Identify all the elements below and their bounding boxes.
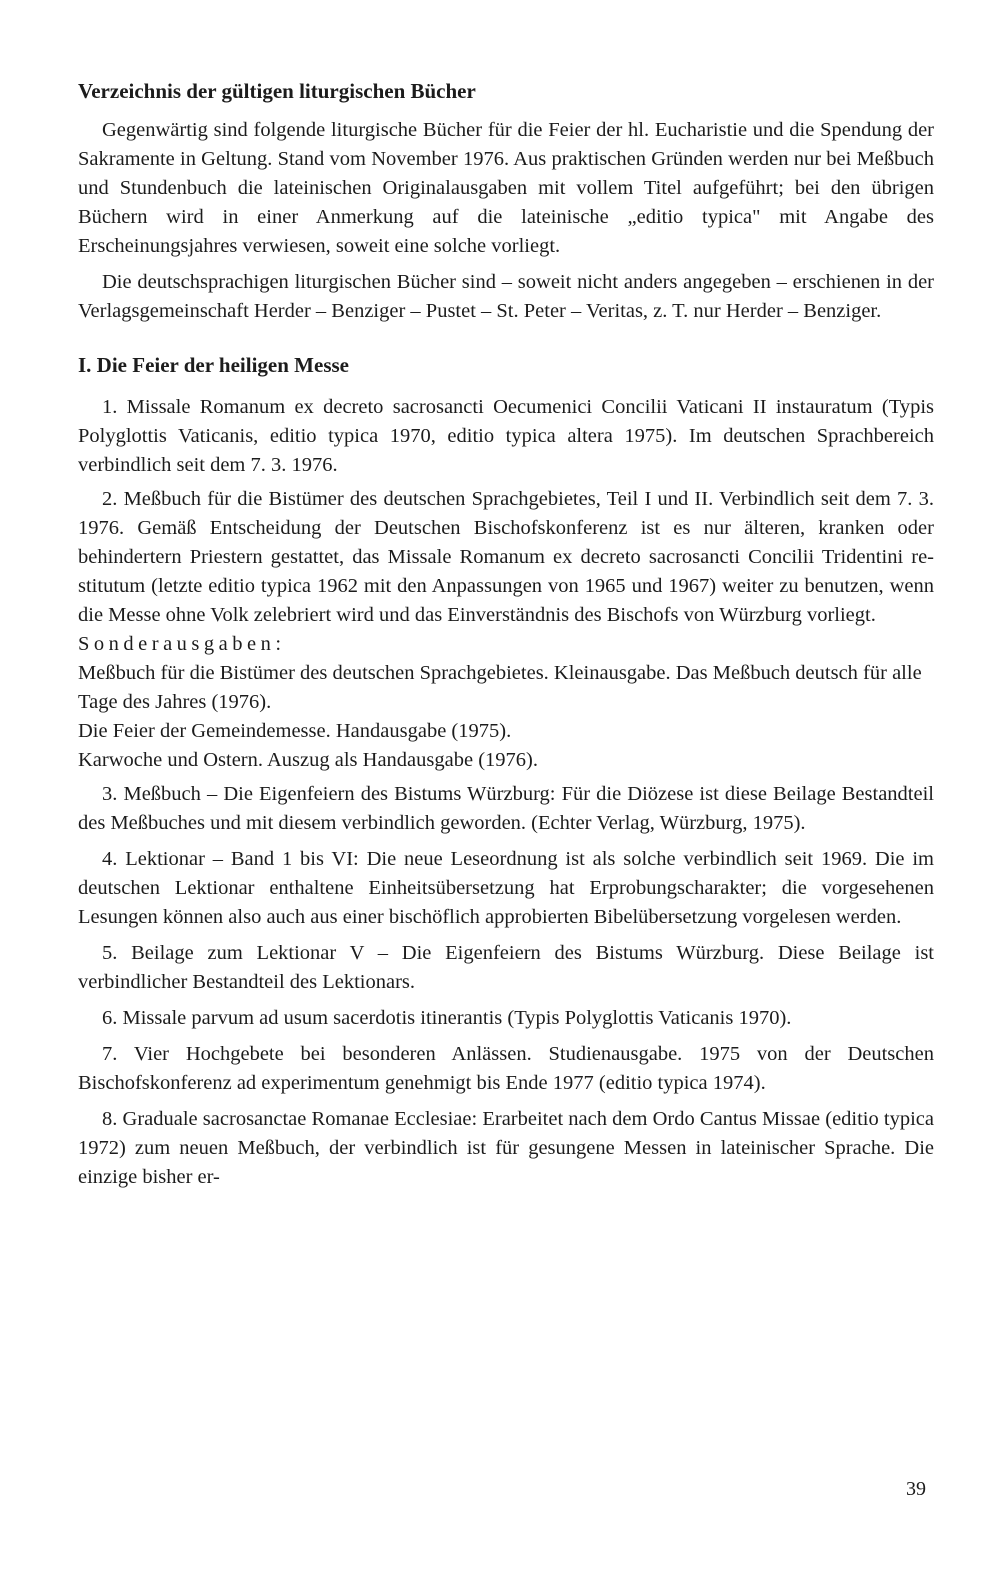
section-heading-verzeichnis: Verzeichnis der gültigen liturgischen Bücher bbox=[78, 79, 476, 103]
sonderausgabe-2: Die Feier der Gemeindemesse. Handausgabe (1975). bbox=[78, 720, 512, 742]
intro-paragraph-2: Die deutschsprachigen liturgischen Bücher sind – soweit nicht anders angegeben – erschienen in der Verlagsgemeinschaft Herder – Benziger – Pustet – St. Peter – Veritas, z. T. nur Herder – Benziger. bbox=[78, 271, 934, 322]
list-item-5: 5. Beilage zum Lektionar V – Die Eigenfeiern des Bistums Würzburg. Diese Beilage ist verbindlicher Bestandteil des Lektionars. bbox=[78, 942, 934, 993]
section-heading-messe: I. Die Feier der heiligen Messe bbox=[78, 353, 349, 377]
page-number: 39 bbox=[906, 1478, 926, 1500]
list-item-6: 6. Missale parvum ad usum sacerdotis itinerantis (Typis Polyglottis Vaticanis 1970). bbox=[102, 1007, 792, 1029]
sonderausgabe-3: Karwoche und Ostern. Auszug als Handausgabe (1976). bbox=[78, 749, 538, 771]
list-item-1: 1. Missale Romanum ex decreto sacrosancti Oecumenici Concilii Vaticani II instauratum (Typis Polyglottis Vaticanis, editio typica 1970, editio typica altera 1975). Im deutschen Sprachbereich verbindlich seit dem 7. 3. 1976. bbox=[78, 396, 934, 476]
list-item-3: 3. Meßbuch – Die Eigenfeiern des Bistums Würzburg: Für die Diözese ist diese Beilage Bestandteil des Meßbuches und mit diesem verbindlich geworden. (Echter Verlag, Würzburg, 1975). bbox=[78, 783, 934, 834]
list-item-7: 7. Vier Hochgebete bei besonderen Anlässen. Studienausgabe. 1975 von der Deutschen Bischofskonferenz ad experimentum genehmigt bis Ende 1977 (editio typica 1974). bbox=[78, 1043, 934, 1094]
sonderausgabe-1: Meßbuch für die Bistümer des deutschen Sprachgebietes. Kleinausgabe. Das Meßbuch deutsch für alle Tage des Jahres (1976). bbox=[78, 662, 922, 713]
list-item-2: 2. Meßbuch für die Bistümer des deutschen Sprachgebietes, Teil I und II. Verbindlich seit dem 7. 3. 1976. Gemäß Entscheidung der Deutschen Bischofskonferenz ist es nur älteren, kranken oder behindertern Priestern gestattet, das Missale Romanum ex decreto sacrosancti Concilii Tridentini restitutum (letzte editio typica 1962 mit den Anpassungen von 1965 und 1967) weiter zu benutzen, wenn die Messe ohne Volk zelebriert wird und das Einverständnis des Bischofs von Würzburg vorliegt. bbox=[78, 488, 934, 626]
document-page bbox=[78, 78, 934, 1192]
list-item-8: 8. Graduale sacrosanctae Romanae Ecclesiae: Erarbeitet nach dem Ordo Cantus Missae (editio typica 1972) zum neuen Meßbuch, der verbindlich ist für gesungene Messen in lateinischer Sprache. Die einzige bisher er- bbox=[78, 1108, 934, 1188]
list-item-4: 4. Lektionar – Band 1 bis VI: Die neue Leseordnung ist als solche verbindlich seit 1969. Die im deutschen Lektionar enthaltene Einheitsübersetzung hat Erprobungscharakter; die vorgesehenen Lesungen können also auch aus einer bischöflich approbierten Bibelübersetzung vorgelesen werden. bbox=[78, 848, 934, 928]
intro-paragraph-1: Gegenwärtig sind folgende liturgische Bücher für die Feier der hl. Eucharistie und die Spendung der Sakramente in Geltung. Stand vom November 1976. Aus praktischen Gründen werden nur bei Meßbuch und Stundenbuch die lateinischen Originalausgaben mit vollem Titel aufgeführt; bei den übrigen Büchern wird in einer Anmerkung auf die lateinische „editio typica" mit Angabe des Erscheinungsjahres verwiesen, soweit eine solche vorliegt. bbox=[78, 119, 934, 257]
sonderausgaben-label: Sonderausgaben: bbox=[78, 633, 286, 655]
